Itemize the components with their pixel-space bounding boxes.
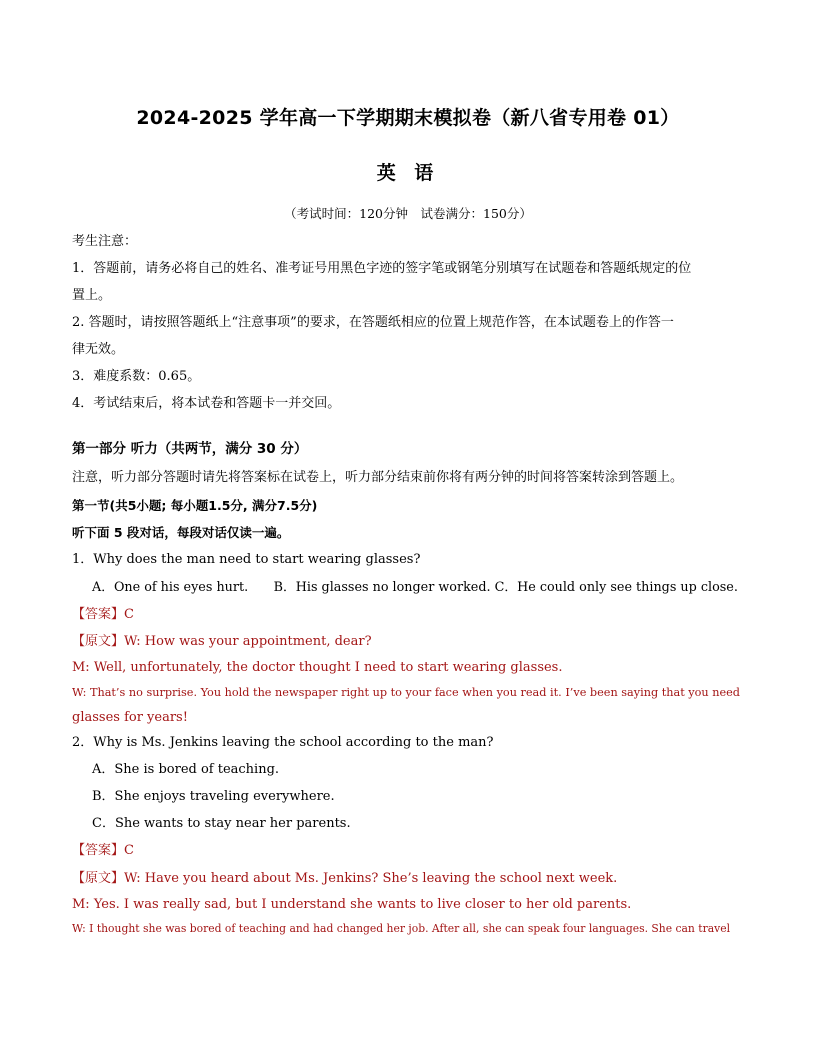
question-2-option-a: A．She is bored of teaching. bbox=[92, 762, 280, 777]
answer-tag: 【答案】 bbox=[72, 607, 125, 622]
transcript-line: W: I thought she was bored of teaching and had changed her job. After all, she can speak four languages. She can travel bbox=[72, 922, 731, 935]
section1-instruction: 听下面 5 段对话，每段对话仅读一遍。 bbox=[72, 525, 290, 540]
transcript-tag: 【原文】 bbox=[72, 871, 125, 886]
question-1-stem: 1．Why does the man need to start wearing glasses? bbox=[72, 552, 421, 567]
transcript-line: M: Well, unfortunately, the doctor thought I need to start wearing glasses. bbox=[72, 660, 563, 675]
section1-heading: 第一节(共5小题; 每小题1.5分, 满分7.5分) bbox=[72, 498, 318, 513]
exam-info: （考试时间：120分钟 试卷满分：150分） bbox=[284, 206, 532, 221]
subject-title: 英 语 bbox=[376, 162, 440, 184]
notice-heading: 考生注意： bbox=[72, 234, 138, 249]
question-2-stem: 2．Why is Ms. Jenkins leaving the school according to the man? bbox=[72, 735, 494, 750]
question-2-option-b: B．She enjoys traveling everywhere. bbox=[92, 789, 335, 804]
question-2-transcript bbox=[72, 870, 617, 888]
transcript-tag: 【原文】 bbox=[72, 634, 125, 649]
notice-item-4: 4．考试结束后，将本试卷和答题卡一并交回。 bbox=[72, 396, 341, 411]
transcript-line: W: How was your appointment, dear? bbox=[124, 634, 372, 649]
notice-item-1-cont: 置上。 bbox=[72, 288, 112, 303]
transcript-line: M: Yes. I was really sad, but I understand she wants to live closer to her old parents. bbox=[72, 897, 632, 912]
notice-item-2: 2. 答题时，请按照答题纸上“注意事项”的要求，在答题纸相应的位置上规范作答，在本试题卷上的作答一 bbox=[72, 315, 674, 330]
exam-title: 2024-2025 学年高一下学期期末模拟卷（新八省专用卷 01） bbox=[136, 107, 680, 129]
part1-heading: 第一部分 听力（共两节，满分 30 分） bbox=[72, 441, 308, 457]
notice-item-2-cont: 律无效。 bbox=[72, 342, 125, 357]
notice-item-1: 1．答题前，请务必将自己的姓名、准考证号用黑色字迹的签字笔或钢笔分别填写在试题卷和答题纸规定的位 bbox=[72, 261, 692, 276]
question-2-answer bbox=[72, 842, 134, 860]
question-1-options: A．One of his eyes hurt. B．His glasses no longer worked. C．He could only see things up close. bbox=[92, 580, 738, 595]
question-1-transcript bbox=[72, 633, 372, 651]
question-2-option-c: C．She wants to stay near her parents. bbox=[92, 816, 351, 831]
notice-item-3: 3．难度系数：0.65。 bbox=[72, 369, 201, 384]
transcript-line: W: Have you heard about Ms. Jenkins? She’s leaving the school next week. bbox=[124, 871, 618, 886]
question-1-answer bbox=[72, 606, 134, 624]
answer-tag: 【答案】 bbox=[72, 843, 125, 858]
transcript-line: W: That’s no surprise. You hold the newspaper right up to your face when you read it. I’ve been saying that you need bbox=[72, 686, 741, 699]
part1-instruction: 注意，听力部分答题时请先将答案标在试卷上，听力部分结束前你将有两分钟的时间将答案转涂到答题上。 bbox=[72, 470, 684, 485]
answer-value: C bbox=[124, 843, 134, 858]
transcript-line: glasses for years! bbox=[72, 710, 188, 725]
answer-value: C bbox=[124, 607, 134, 622]
